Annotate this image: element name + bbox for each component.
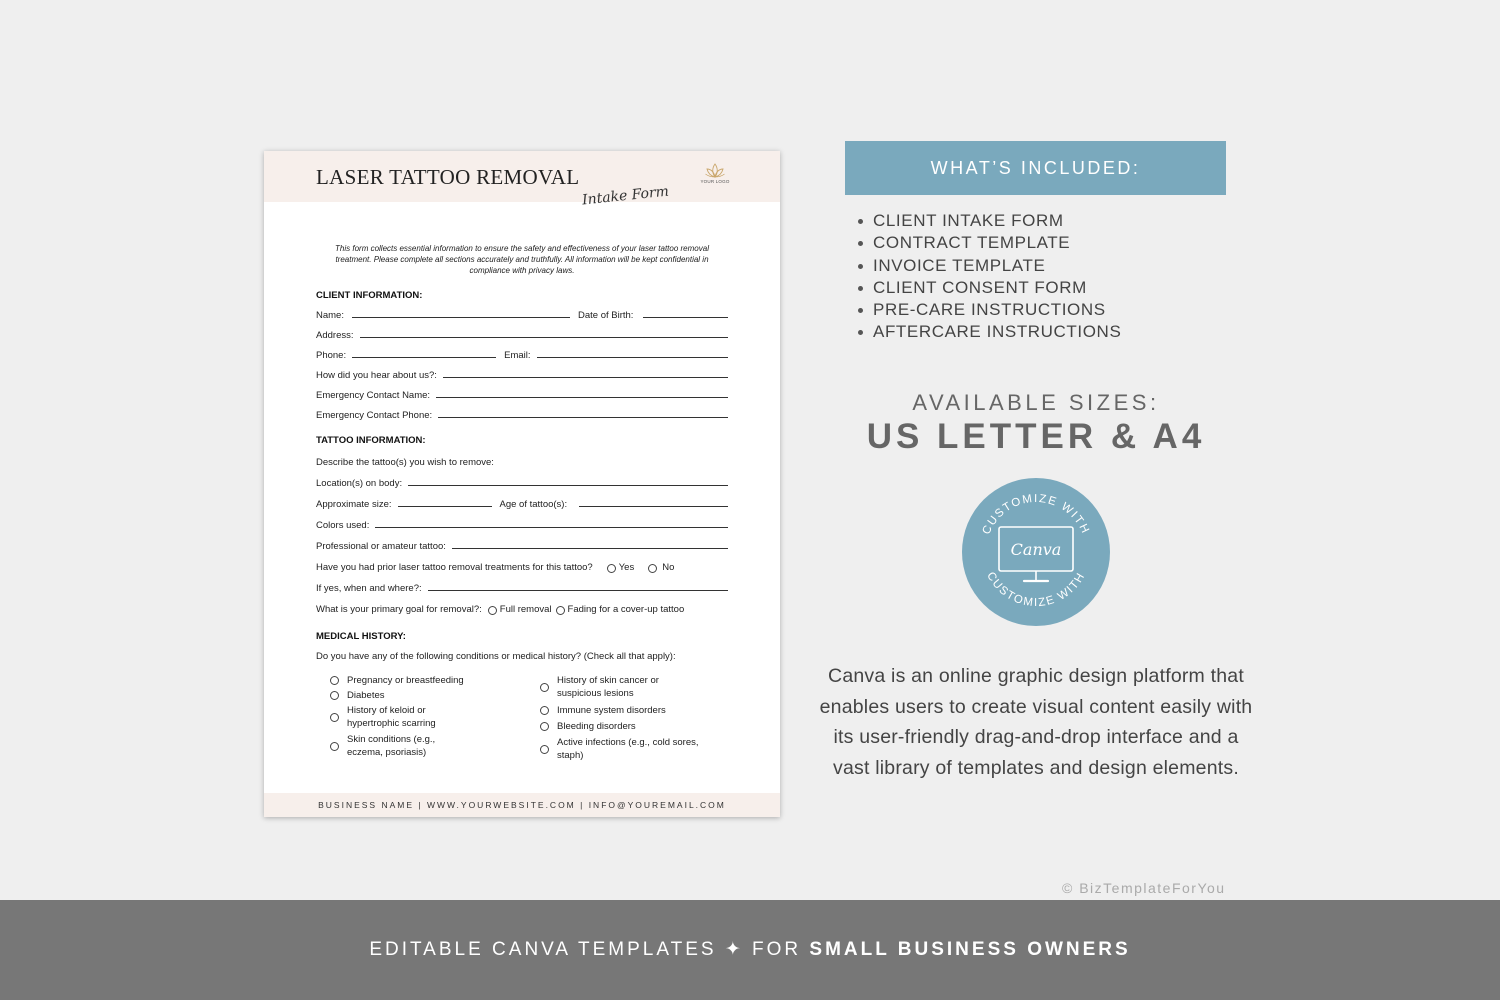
form-preview xyxy=(264,151,780,817)
copyright: © BizTemplateForYou xyxy=(1062,880,1226,896)
location-row xyxy=(316,475,728,489)
hear-row xyxy=(316,367,728,381)
when-field[interactable] xyxy=(428,590,728,591)
colors-field[interactable] xyxy=(375,527,728,528)
included-item: CLIENT INTAKE FORM xyxy=(873,210,1121,232)
sizes-value: US LETTER & A4 xyxy=(866,417,1206,456)
condition-item[interactable] xyxy=(540,704,666,717)
condition-label: History of keloid or hypertrophic scarring xyxy=(347,705,436,729)
condition-label: Pregnancy or breastfeeding xyxy=(347,675,464,686)
condition-item[interactable] xyxy=(330,733,435,759)
emergency-name-row xyxy=(316,387,728,401)
location-field[interactable] xyxy=(408,485,728,486)
condition-item[interactable] xyxy=(540,736,699,762)
emergency-name-field[interactable] xyxy=(436,397,728,398)
included-item: INVOICE TEMPLATE xyxy=(873,255,1121,277)
condition-checkbox[interactable] xyxy=(330,691,339,700)
bottom-banner xyxy=(0,900,1500,1000)
form-title: LASER TATTOO REMOVAL xyxy=(316,165,580,189)
colors-label: Colors used: xyxy=(316,520,370,531)
pro-label: Professional or amateur tattoo: xyxy=(316,541,446,552)
prior-no-label: No xyxy=(662,562,675,573)
condition-checkbox[interactable] xyxy=(330,713,339,722)
badge-ring-text-bottom: CUSTOMIZE WITH xyxy=(984,570,1088,610)
age-label: Age of tattoo(s): xyxy=(499,499,568,510)
address-label: Address: xyxy=(316,330,354,341)
size-label: Approximate size: xyxy=(316,499,392,510)
condition-checkbox[interactable] xyxy=(540,722,549,731)
describe-label: Describe the tattoo(s) you wish to remove: xyxy=(316,457,494,468)
condition-item[interactable] xyxy=(330,704,436,730)
pro-field[interactable] xyxy=(452,548,728,549)
client-info-heading: CLIENT INFORMATION: xyxy=(316,290,423,301)
goal-fading-label: Fading for a cover-up tattoo xyxy=(567,604,685,615)
size-age-row xyxy=(316,496,728,510)
prior-label: Have you had prior laser tattoo removal treatments for this tattoo? xyxy=(316,562,593,573)
included-item: CLIENT CONSENT FORM xyxy=(873,277,1121,299)
goal-row xyxy=(316,601,728,615)
logo-text: YOUR LOGO xyxy=(700,179,730,184)
included-list xyxy=(873,210,1121,344)
condition-item[interactable] xyxy=(540,674,659,700)
name-row xyxy=(316,307,728,321)
emergency-phone-label: Emergency Contact Phone: xyxy=(316,410,433,421)
phone-email-row xyxy=(316,347,728,361)
colors-row xyxy=(316,517,728,531)
included-heading: WHAT’S INCLUDED: xyxy=(845,141,1226,195)
condition-label: Immune system disorders xyxy=(557,705,666,716)
size-field[interactable] xyxy=(398,506,492,507)
prior-yes-label: Yes xyxy=(618,562,635,573)
condition-label: Bleeding disorders xyxy=(557,721,636,732)
emergency-phone-field[interactable] xyxy=(438,417,728,418)
medical-heading: MEDICAL HISTORY: xyxy=(316,631,406,642)
goal-full-radio[interactable] xyxy=(488,606,497,615)
name-field[interactable] xyxy=(352,317,570,318)
condition-checkbox[interactable] xyxy=(330,676,339,685)
email-field[interactable] xyxy=(537,357,728,358)
name-label: Name: xyxy=(316,310,344,321)
condition-label: History of skin cancer or suspicious lesions xyxy=(557,675,659,699)
hear-label: How did you hear about us?: xyxy=(316,370,437,381)
form-intro: This form collects essential information to ensure the safety and effectiveness of your laser tattoo removal treatment. Please complete all sections accurately and truthfully. All information will be kept confidential in compliance with privacy laws. xyxy=(335,244,709,275)
tattoo-info-heading: TATTOO INFORMATION: xyxy=(316,435,426,446)
goal-fading-radio[interactable] xyxy=(556,606,565,615)
banner-text-regular: EDITABLE CANVA TEMPLATES ✦ FOR xyxy=(369,939,810,960)
included-item: CONTRACT TEMPLATE xyxy=(873,232,1121,254)
condition-item[interactable] xyxy=(330,689,385,702)
when-row xyxy=(316,580,728,594)
form-footer: BUSINESS NAME | WWW.YOURWEBSITE.COM | INFO@YOUREMAIL.COM xyxy=(264,793,780,817)
form-subtitle: Intake Form xyxy=(581,183,670,209)
medical-question: Do you have any of the following conditions or medical history? (Check all that apply): xyxy=(316,651,676,662)
when-label: If yes, when and where?: xyxy=(316,583,422,594)
included-item: PRE-CARE INSTRUCTIONS xyxy=(873,299,1121,321)
condition-label: Skin conditions (e.g., eczema, psoriasis) xyxy=(347,734,436,758)
badge-ring-text-top: CUSTOMIZE WITH xyxy=(980,492,1092,537)
banner-text-bold: SMALL BUSINESS OWNERS xyxy=(809,939,1131,960)
canva-description: Canva is an online graphic design platform that enables users to create visual content easily with its user-friendly drag-and-drop interface and a vast library of templates and design elements. xyxy=(819,665,1253,779)
emergency-phone-row xyxy=(316,407,728,421)
phone-field[interactable] xyxy=(352,357,496,358)
badge-screen-text: Canva xyxy=(1010,540,1062,559)
emergency-name-label: Emergency Contact Name: xyxy=(316,390,431,401)
condition-checkbox[interactable] xyxy=(540,745,549,754)
condition-label: Diabetes xyxy=(347,690,385,701)
condition-checkbox[interactable] xyxy=(540,706,549,715)
included-item: AFTERCARE INSTRUCTIONS xyxy=(873,321,1121,343)
condition-checkbox[interactable] xyxy=(330,742,339,751)
email-label: Email: xyxy=(504,350,531,361)
location-label: Location(s) on body: xyxy=(316,478,403,489)
goal-label: What is your primary goal for removal?: xyxy=(316,604,482,615)
medical-question-row xyxy=(316,648,728,662)
prior-no-radio[interactable] xyxy=(648,564,657,573)
goal-full-label: Full removal xyxy=(499,604,552,615)
sizes-label: AVAILABLE SIZES: xyxy=(912,390,1160,415)
condition-checkbox[interactable] xyxy=(540,683,549,692)
pro-row xyxy=(316,538,728,552)
age-field[interactable] xyxy=(579,506,728,507)
phone-label: Phone: xyxy=(316,350,347,361)
canva-badge xyxy=(961,477,1111,627)
describe-row xyxy=(316,454,728,468)
hear-field[interactable] xyxy=(443,377,728,378)
condition-item[interactable] xyxy=(330,674,464,687)
condition-label: Active infections (e.g., cold sores, staph) xyxy=(557,737,699,761)
lotus-icon xyxy=(705,163,725,179)
logo xyxy=(698,163,732,184)
dob-field[interactable] xyxy=(643,317,728,318)
prior-row xyxy=(316,559,728,573)
prior-yes-radio[interactable] xyxy=(607,564,616,573)
condition-item[interactable] xyxy=(540,720,636,733)
address-row xyxy=(316,327,728,341)
dob-label: Date of Birth: xyxy=(577,310,634,321)
address-field[interactable] xyxy=(360,337,729,338)
